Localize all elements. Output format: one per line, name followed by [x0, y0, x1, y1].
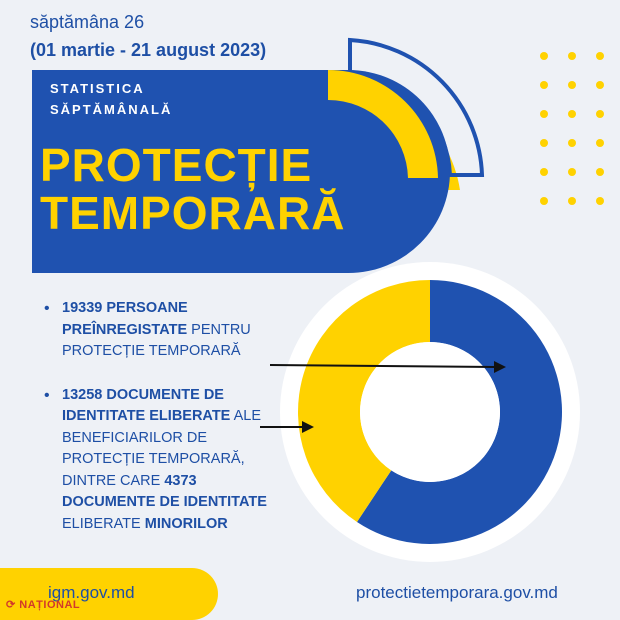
protectie-link[interactable]: protectietemporara.gov.md — [356, 583, 558, 602]
national-logo-icon: ⟳ — [6, 599, 16, 611]
stat-label — [50, 78, 172, 120]
decor-dot — [568, 110, 576, 118]
stat-label-line1: STATISTICA — [50, 81, 145, 96]
decor-dot — [568, 197, 576, 205]
bullet2-bold2: 4373 DOCUMENTE DE IDENTITATE — [62, 472, 267, 510]
banner-corner-arc — [328, 58, 456, 178]
decor-dot — [596, 139, 604, 147]
title-line1: PROTECȚIE — [40, 139, 313, 191]
week-label: săptămâna 26 — [30, 12, 145, 32]
arrow2-head — [302, 421, 314, 433]
bullet2-bold3: MINORILOR — [144, 515, 228, 532]
decor-dot — [568, 139, 576, 147]
decor-dot — [540, 197, 548, 205]
decor-dot — [540, 139, 548, 147]
decor-dot — [568, 168, 576, 176]
bullet-documents — [38, 385, 288, 536]
period-label: (01 martie - 21 august 2023) — [30, 40, 267, 60]
title-line2: TEMPORARĂ — [40, 187, 346, 239]
decor-dot — [568, 81, 576, 89]
banner-yellow-arc — [328, 70, 438, 178]
bullet2-text1: ALE BENEFICIARILOR DE PROTECȚIE TEMPORARĂ, DINTRE CARE — [62, 408, 261, 489]
bullet1-text: PENTRU PROTECȚIE TEMPORARĂ — [62, 321, 251, 359]
stat-label-line2: SĂPTĂMÂNALĂ — [50, 102, 173, 117]
decor-dot — [568, 52, 576, 60]
bullet-preregistered — [38, 298, 288, 363]
pointer-arrows — [260, 355, 520, 445]
igm-link[interactable]: igm.gov.md — [48, 583, 135, 602]
decor-dot — [596, 110, 604, 118]
decor-dot — [596, 168, 604, 176]
decor-dot — [540, 81, 548, 89]
bullet2-bold1: 13258 DOCUMENTE DE IDENTITATE ELIBERATE — [62, 386, 231, 424]
arrow1-head — [494, 361, 506, 373]
decor-dot — [540, 168, 548, 176]
stats-bullet-list — [38, 298, 288, 535]
arrow1-line — [270, 365, 496, 367]
decor-dot — [596, 81, 604, 89]
bullet2-text2: ELIBERATE — [62, 515, 145, 532]
national-logo-text: NAȚIONAL — [19, 599, 81, 611]
decor-dot — [596, 52, 604, 60]
decor-dot — [540, 52, 548, 60]
bullet1-bold: 19339 PERSOANE PREÎNREGISTATE — [62, 300, 188, 338]
decor-dot — [596, 197, 604, 205]
decor-dot — [540, 110, 548, 118]
national-logo — [6, 598, 80, 611]
